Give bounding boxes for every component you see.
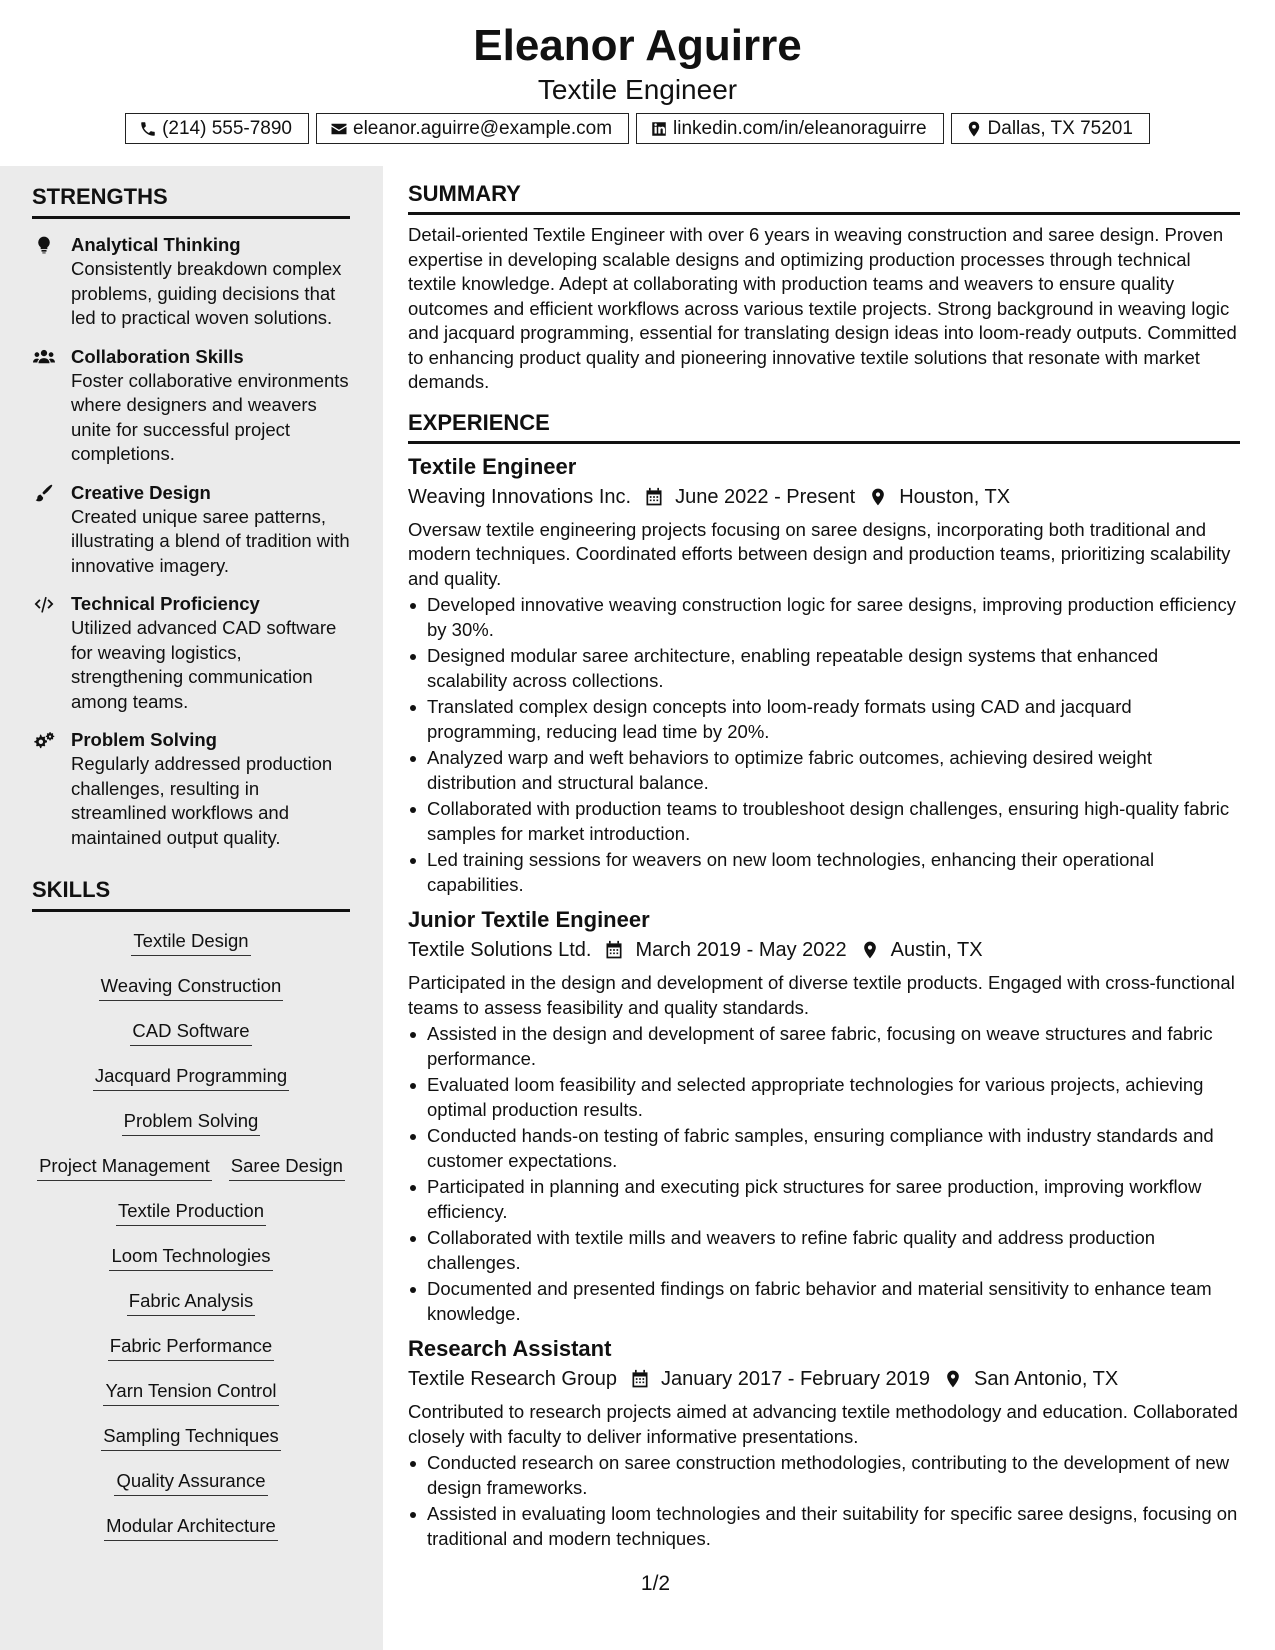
contact-linkedin[interactable] bbox=[636, 113, 943, 144]
paintbrush-icon bbox=[32, 482, 56, 504]
job-location: Houston, TX bbox=[899, 485, 1011, 508]
strength-description: Consistently breakdown complex problems, guiding decisions that led to practical woven solutions. bbox=[71, 258, 342, 328]
strength-item bbox=[32, 345, 350, 467]
strength-item bbox=[32, 728, 350, 850]
list-item: Participated in planning and executing pick structures for saree production, improving workflow efficiency. bbox=[408, 1175, 1240, 1224]
skill-tag: Jacquard Programming bbox=[93, 1064, 289, 1091]
calendar-icon bbox=[603, 939, 625, 961]
job-meta bbox=[408, 935, 1240, 965]
sidebar bbox=[0, 166, 383, 1650]
map-pin-icon bbox=[942, 1368, 964, 1390]
job-bullets bbox=[408, 1022, 1240, 1326]
skill-tag: Problem Solving bbox=[122, 1109, 261, 1136]
list-item: Developed innovative weaving construction logic for saree designs, improving production efficiency by 30%. bbox=[408, 593, 1240, 642]
contact-location[interactable] bbox=[951, 113, 1150, 144]
skill-tag: Yarn Tension Control bbox=[103, 1379, 278, 1406]
list-item: Collaborated with textile mills and weavers to refine fabric quality and address production challenges. bbox=[408, 1226, 1240, 1275]
list-item: Collaborated with production teams to troubleshoot design challenges, ensuring high-quality fabric samples for market introduction. bbox=[408, 797, 1240, 846]
skills-list bbox=[32, 920, 350, 1550]
job-bullets bbox=[408, 1451, 1240, 1551]
strength-description: Created unique saree patterns, illustrating a blend of tradition with innovative imagery. bbox=[71, 505, 350, 576]
contact-phone-text: (214) 555-7890 bbox=[162, 117, 292, 139]
phone-icon bbox=[138, 119, 158, 139]
strengths-heading: STRENGTHS bbox=[32, 183, 350, 219]
job-meta bbox=[408, 1364, 1240, 1394]
skill-tag: Fabric Analysis bbox=[127, 1289, 255, 1316]
code-icon bbox=[32, 593, 56, 615]
skill-tag: Textile Production bbox=[116, 1199, 266, 1226]
contact-email-text: eleanor.aguirre@example.com bbox=[353, 117, 613, 139]
skill-tag: Modular Architecture bbox=[104, 1514, 278, 1541]
strength-item bbox=[32, 592, 350, 714]
job-dates: January 2017 - February 2019 bbox=[660, 1368, 931, 1390]
strength-item bbox=[32, 481, 350, 579]
job-dates: March 2019 - May 2022 bbox=[635, 939, 847, 961]
list-item: Translated complex design concepts into loom-ready formats using CAD and jacquard programming, reducing lead time by 20%. bbox=[408, 695, 1240, 744]
strength-description: Utilized advanced CAD software for weaving logistics, strengthening communication among teams. bbox=[71, 617, 337, 712]
job-company: Textile Solutions Ltd. bbox=[408, 939, 592, 961]
contact-location-text: Dallas, TX 75201 bbox=[987, 117, 1133, 139]
skill-tag: Weaving Construction bbox=[99, 974, 284, 1001]
resume-header bbox=[0, 0, 1275, 166]
job-title: Research Assistant bbox=[408, 1336, 612, 1361]
job-company: Weaving Innovations Inc. bbox=[408, 485, 632, 508]
strength-title: Problem Solving bbox=[71, 729, 217, 750]
job-title: Textile Engineer bbox=[408, 453, 577, 479]
users-icon bbox=[32, 346, 56, 368]
job-description: Contributed to research projects aimed at advancing textile methodology and education. Collaborated closely with faculty to deliver informative presentations. bbox=[408, 1401, 1238, 1447]
calendar-icon bbox=[643, 486, 665, 508]
job-entry bbox=[408, 452, 1240, 898]
list-item: Assisted in the design and development of saree fabric, focusing on weave structures and fabric performance. bbox=[408, 1022, 1240, 1071]
job-description: Participated in the design and development of diverse textile products. Engaged with cross-functional teams to assess feasibility and quality standards. bbox=[408, 972, 1235, 1018]
lightbulb-icon bbox=[32, 234, 56, 256]
job-location: Austin, TX bbox=[890, 939, 983, 961]
experience-heading: EXPERIENCE bbox=[408, 409, 1240, 444]
skill-tag: CAD Software bbox=[130, 1019, 251, 1046]
map-pin-icon bbox=[859, 939, 881, 961]
candidate-name: Eleanor Aguirre bbox=[473, 21, 802, 70]
contact-linkedin-text: linkedin.com/in/eleanoraguirre bbox=[673, 117, 927, 139]
map-pin-icon bbox=[867, 486, 889, 508]
main-content bbox=[408, 180, 1240, 1553]
contact-bar bbox=[0, 113, 1275, 144]
skill-tag: Saree Design bbox=[229, 1154, 345, 1181]
skill-tag: Textile Design bbox=[131, 929, 250, 956]
contact-phone[interactable] bbox=[125, 113, 309, 144]
list-item: Conducted hands-on testing of fabric samples, ensuring compliance with industry standards and customer expectations. bbox=[408, 1124, 1240, 1173]
list-item: Led training sessions for weavers on new loom technologies, enhancing their operational capabilities. bbox=[408, 848, 1240, 897]
list-item: Analyzed warp and weft behaviors to optimize fabric outcomes, achieving desired weight distribution and structural balance. bbox=[408, 746, 1240, 795]
skill-tag: Loom Technologies bbox=[109, 1244, 272, 1271]
list-item: Designed modular saree architecture, enabling repeatable design systems that enhanced scalability across collections. bbox=[408, 644, 1240, 693]
list-item: Conducted research on saree construction methodologies, contributing to the development of new design frameworks. bbox=[408, 1451, 1240, 1500]
summary-text: Detail-oriented Textile Engineer with over 6 years in weaving construction and saree design. Proven expertise in developing scalable designs and optimizing production processes through technical textile knowledge. Adept at collaborating with production teams and weavers to ensure quality outcomes and efficient workflows across various textile projects. Strong background in weaving logic and jacquard programming, essential for translating design ideas into loom-ready outputs. Committed to enhancing product quality and pioneering innovative textile solutions that resonate with market demands. bbox=[408, 224, 1237, 392]
strength-title: Technical Proficiency bbox=[71, 593, 260, 614]
job-entry bbox=[408, 1334, 1240, 1551]
strength-description: Foster collaborative environments where designers and weavers unite for successful project completions. bbox=[71, 369, 349, 464]
job-location: San Antonio, TX bbox=[974, 1368, 1119, 1390]
strength-title: Collaboration Skills bbox=[71, 345, 244, 367]
calendar-icon bbox=[629, 1368, 651, 1390]
list-item: Evaluated loom feasibility and selected appropriate technologies for various projects, achieving optimal production results. bbox=[408, 1073, 1240, 1122]
job-bullets bbox=[408, 593, 1240, 897]
page-number: 1/2 bbox=[640, 1572, 671, 1595]
summary-heading: SUMMARY bbox=[408, 180, 1240, 215]
strength-title: Analytical Thinking bbox=[71, 234, 241, 255]
skill-tag: Project Management bbox=[37, 1154, 212, 1181]
skill-tag: Quality Assurance bbox=[114, 1469, 267, 1496]
job-company: Textile Research Group bbox=[408, 1368, 617, 1390]
list-item: Documented and presented findings on fabric behavior and material sensitivity to enhance team knowledge. bbox=[408, 1277, 1240, 1326]
candidate-role: Textile Engineer bbox=[537, 74, 738, 105]
map-pin-icon bbox=[964, 119, 984, 139]
skills-heading: SKILLS bbox=[32, 876, 350, 912]
job-meta bbox=[408, 482, 1240, 512]
contact-email[interactable] bbox=[316, 113, 629, 144]
skill-tag: Fabric Performance bbox=[108, 1334, 274, 1361]
skill-tag: Sampling Techniques bbox=[101, 1424, 281, 1451]
strength-item bbox=[32, 233, 350, 331]
strength-description: Regularly addressed production challenges, resulting in streamlined workflows and maintained output quality. bbox=[71, 753, 333, 848]
job-entry bbox=[408, 905, 1240, 1326]
job-dates: June 2022 - Present bbox=[675, 485, 856, 508]
job-description: Oversaw textile engineering projects focusing on saree designs, incorporating both traditional and modern techniques. Coordinated efforts between design and production teams, prioritizing scalability and quality. bbox=[408, 518, 1231, 589]
list-item: Assisted in evaluating loom technologies and their suitability for specific saree designs, focusing on traditional and modern techniques. bbox=[408, 1502, 1240, 1551]
linkedin-icon bbox=[649, 119, 669, 139]
envelope-icon bbox=[329, 119, 349, 139]
job-title: Junior Textile Engineer bbox=[408, 907, 650, 932]
gears-icon bbox=[32, 729, 56, 751]
strength-title: Creative Design bbox=[71, 481, 211, 503]
